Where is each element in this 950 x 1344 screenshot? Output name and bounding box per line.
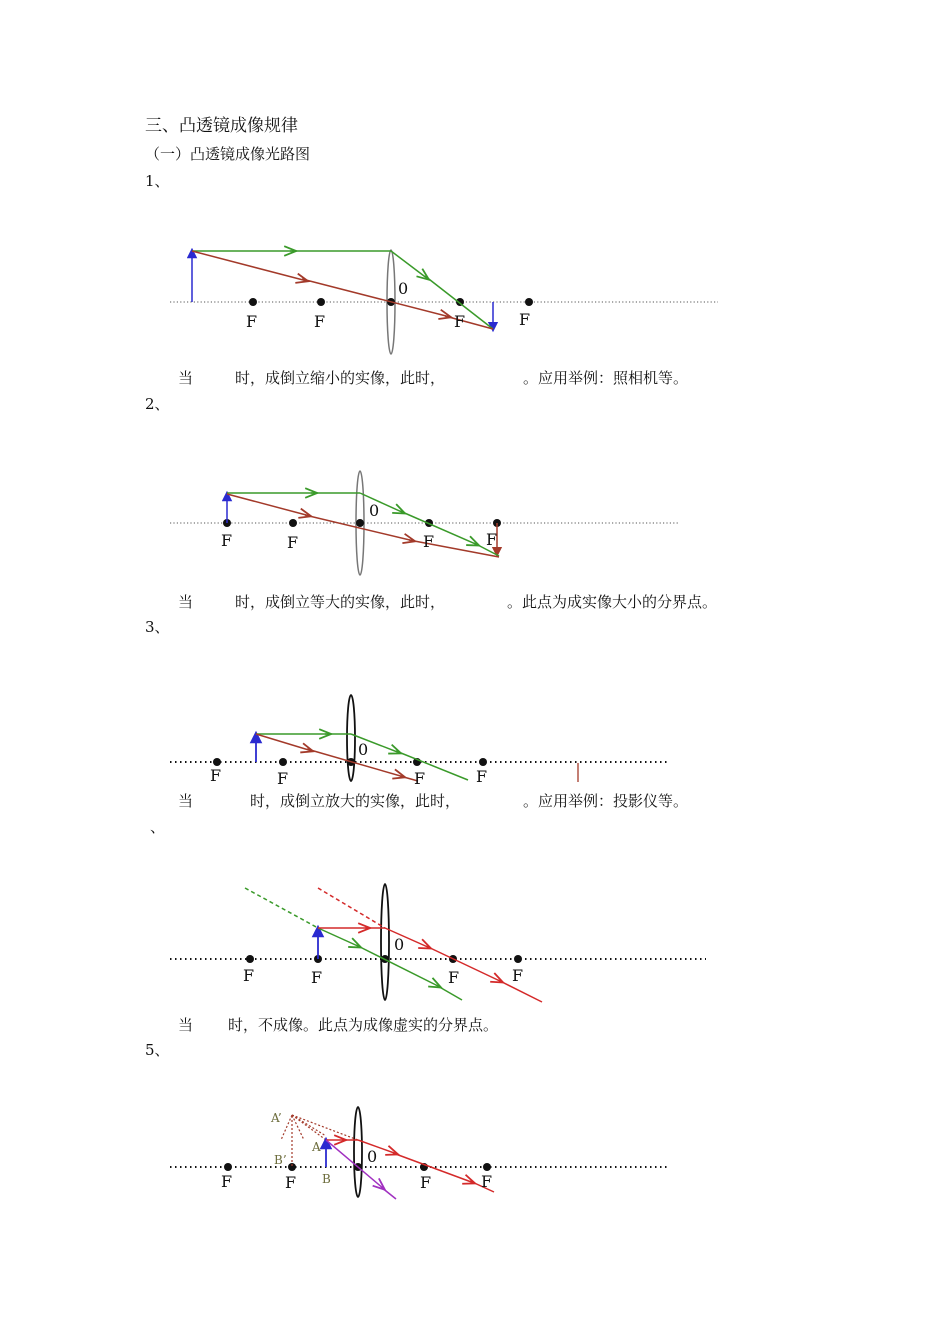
case-5-number: 5、 bbox=[145, 1041, 170, 1059]
focus-label: F bbox=[243, 966, 255, 985]
focus-label: F bbox=[486, 530, 498, 549]
focus-label: F bbox=[285, 1173, 297, 1192]
extension-line bbox=[281, 1115, 292, 1140]
focus-label: F bbox=[311, 968, 323, 987]
focus-label: F bbox=[246, 312, 258, 331]
optical-center-label: 0 bbox=[358, 740, 369, 759]
focus-point bbox=[483, 1163, 491, 1171]
focus-label: F bbox=[221, 1172, 233, 1191]
optical-center-label: 0 bbox=[398, 279, 409, 298]
focus-label: F bbox=[420, 1173, 432, 1192]
optical-center-label: 0 bbox=[367, 1147, 378, 1166]
focus-label: F bbox=[414, 769, 426, 788]
focus-label: F bbox=[481, 1172, 493, 1191]
extension-line bbox=[292, 1115, 326, 1136]
case-2-number: 2、 bbox=[145, 395, 170, 413]
extension-line bbox=[292, 1115, 326, 1140]
focus-label: F bbox=[221, 531, 233, 550]
subsection-title: （一）凸透镜成像光路图 bbox=[145, 145, 311, 163]
case-4-number: 、 bbox=[150, 818, 166, 836]
optical-center-label: 0 bbox=[369, 501, 380, 520]
extension-line bbox=[292, 1115, 358, 1140]
focus-label: F bbox=[454, 312, 466, 331]
refracted-ray bbox=[358, 1140, 397, 1154]
image-top-label: A’ bbox=[271, 1111, 282, 1125]
focus-label: F bbox=[519, 310, 531, 329]
focus-label: F bbox=[314, 312, 326, 331]
focus-label: F bbox=[512, 966, 524, 985]
focus-label: F bbox=[448, 968, 460, 987]
focus-point bbox=[224, 1163, 232, 1171]
case-1-number: 1、 bbox=[145, 172, 170, 190]
object-bottom-label: B bbox=[322, 1172, 331, 1186]
extension-line bbox=[292, 1115, 304, 1140]
convex-lens bbox=[354, 1107, 362, 1197]
case-3-number: 3、 bbox=[145, 618, 170, 636]
section-title: 三、凸透镜成像规律 bbox=[145, 116, 298, 136]
focus-label: F bbox=[476, 767, 488, 786]
focus-label: F bbox=[423, 532, 435, 551]
center-ray bbox=[381, 1187, 396, 1199]
focus-label: F bbox=[277, 769, 289, 788]
focus-label: F bbox=[287, 533, 299, 552]
image-bottom-label: B’ bbox=[274, 1153, 287, 1167]
focus-label: F bbox=[210, 766, 222, 785]
object-top-label: A bbox=[312, 1140, 321, 1154]
optical-center-label: 0 bbox=[394, 935, 405, 954]
